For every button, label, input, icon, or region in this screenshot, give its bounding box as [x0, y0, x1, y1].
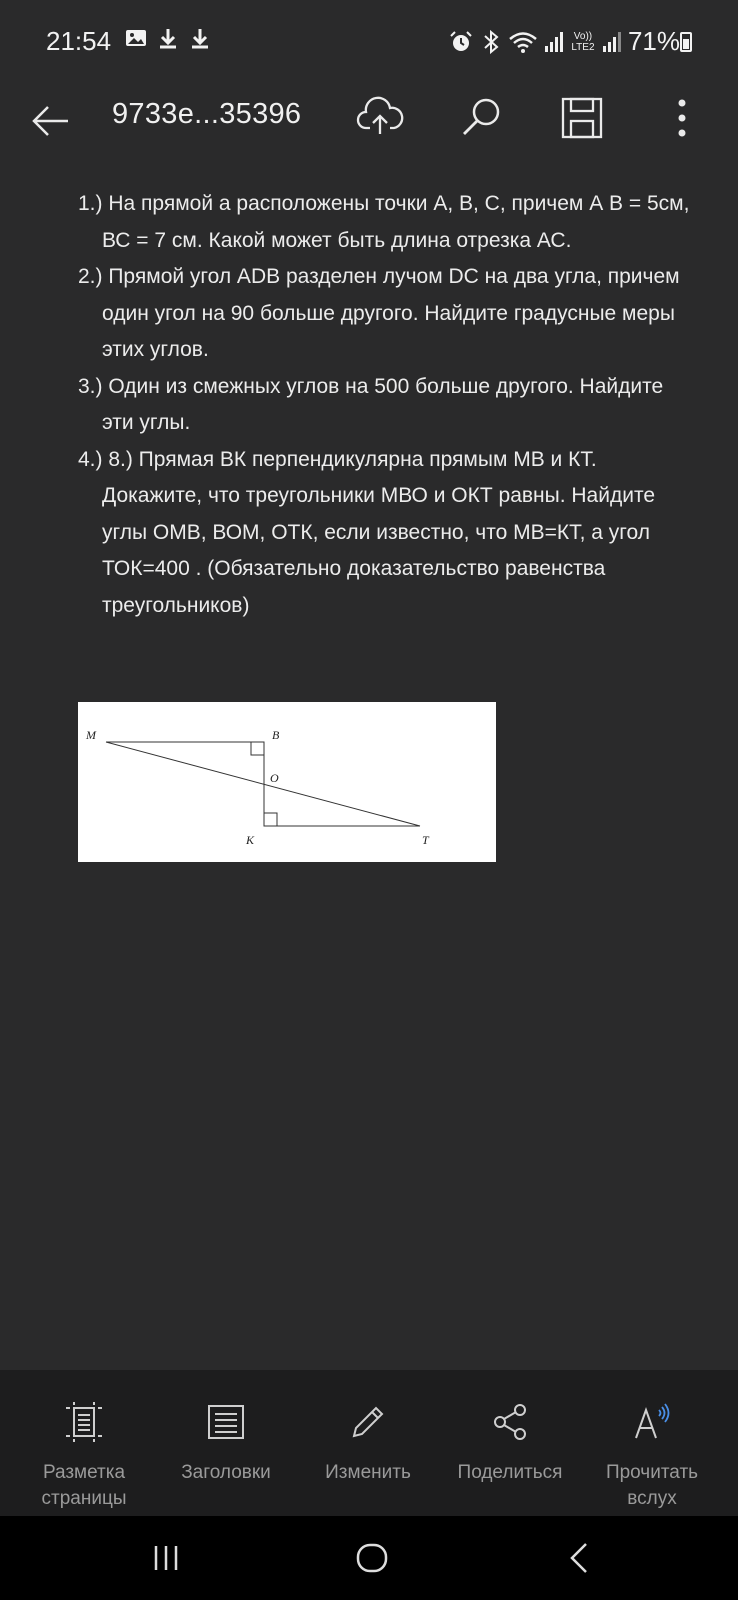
- system-nav-bar: [0, 1516, 738, 1600]
- home-icon[interactable]: [352, 1538, 392, 1578]
- geometry-diagram: [78, 702, 496, 862]
- back-nav-icon[interactable]: [560, 1538, 600, 1578]
- question-1: 1.) На прямой а расположены точки А, В, С, причем А В = 5см, ВС = 7 см. Какой может быть длина отрезка АС.: [78, 192, 690, 252]
- top-toolbar: [0, 84, 738, 184]
- search-icon[interactable]: [458, 94, 506, 142]
- read-aloud-button[interactable]: [582, 1370, 722, 1516]
- status-system-icons: [448, 26, 680, 57]
- pencil-icon: [346, 1400, 390, 1444]
- battery-percent: 71%: [627, 26, 680, 56]
- read-aloud-label: Прочитать вслух: [605, 1462, 699, 1509]
- label-k: K: [246, 833, 255, 847]
- question-4: 4.) 8.) Прямая ВК перпендикулярна прямым МВ и КТ. Докажите, что треугольники МВО и ОКТ равны. Найдите углы ОМВ, ВОМ, ОТК, если известно, что МВ=КТ, а угол ТОК=400 . (Обязательно доказательство равенства треугольников): [78, 447, 656, 617]
- page-layout-icon: [62, 1400, 106, 1444]
- label-o: O: [270, 771, 279, 785]
- label-m: M: [86, 728, 96, 742]
- label-t: T: [422, 833, 429, 847]
- question-3: 3.) Один из смежных углов на 500 больше другого. Найдите эти углы.: [78, 374, 664, 434]
- read-aloud-icon: [630, 1400, 674, 1444]
- headings-label: Заголовки: [181, 1462, 271, 1483]
- document-title: 9733e...35396: [112, 98, 302, 130]
- geometry-figure: [78, 702, 496, 862]
- recent-apps-icon[interactable]: [146, 1538, 186, 1578]
- share-icon: [488, 1400, 532, 1444]
- cloud-upload-icon[interactable]: [356, 94, 404, 142]
- status-bar: [0, 0, 738, 84]
- download-icon: [156, 26, 180, 50]
- save-icon[interactable]: [558, 94, 606, 142]
- question-2: 2.) Прямой угол АDВ разделен лучом DС на два угла, причем один угол на 90 больше другого. Найдите градусные меры этих углов.: [78, 265, 680, 361]
- status-notification-icons: [122, 26, 212, 50]
- status-time: 21:54: [46, 26, 112, 56]
- share-button[interactable]: [440, 1370, 580, 1516]
- headings-button[interactable]: [156, 1370, 296, 1516]
- right-angle-k: [264, 813, 277, 826]
- download-icon: [188, 26, 212, 50]
- more-vert-icon[interactable]: [658, 94, 706, 142]
- back-arrow-icon[interactable]: [28, 98, 74, 144]
- label-b: B: [272, 728, 280, 742]
- signal-icon: [602, 30, 622, 54]
- edit-label: Изменить: [325, 1462, 411, 1483]
- bluetooth-icon: [480, 29, 502, 55]
- bottom-action-bar: [0, 1370, 738, 1516]
- alarm-icon: [448, 29, 474, 55]
- right-angle-b: [251, 742, 264, 755]
- headings-icon: [204, 1400, 248, 1444]
- share-label: Поделиться: [457, 1462, 563, 1483]
- battery-icon: [680, 32, 692, 52]
- document-content: [78, 186, 698, 624]
- edit-button[interactable]: [298, 1370, 438, 1516]
- signal-icon: [544, 30, 564, 54]
- page-layout-button[interactable]: [14, 1370, 154, 1516]
- page-layout-label: Разметка страницы: [41, 1462, 127, 1509]
- wifi-icon: [508, 29, 538, 55]
- network-label: Vo)) LTE2: [571, 30, 595, 53]
- gallery-icon: [124, 26, 148, 50]
